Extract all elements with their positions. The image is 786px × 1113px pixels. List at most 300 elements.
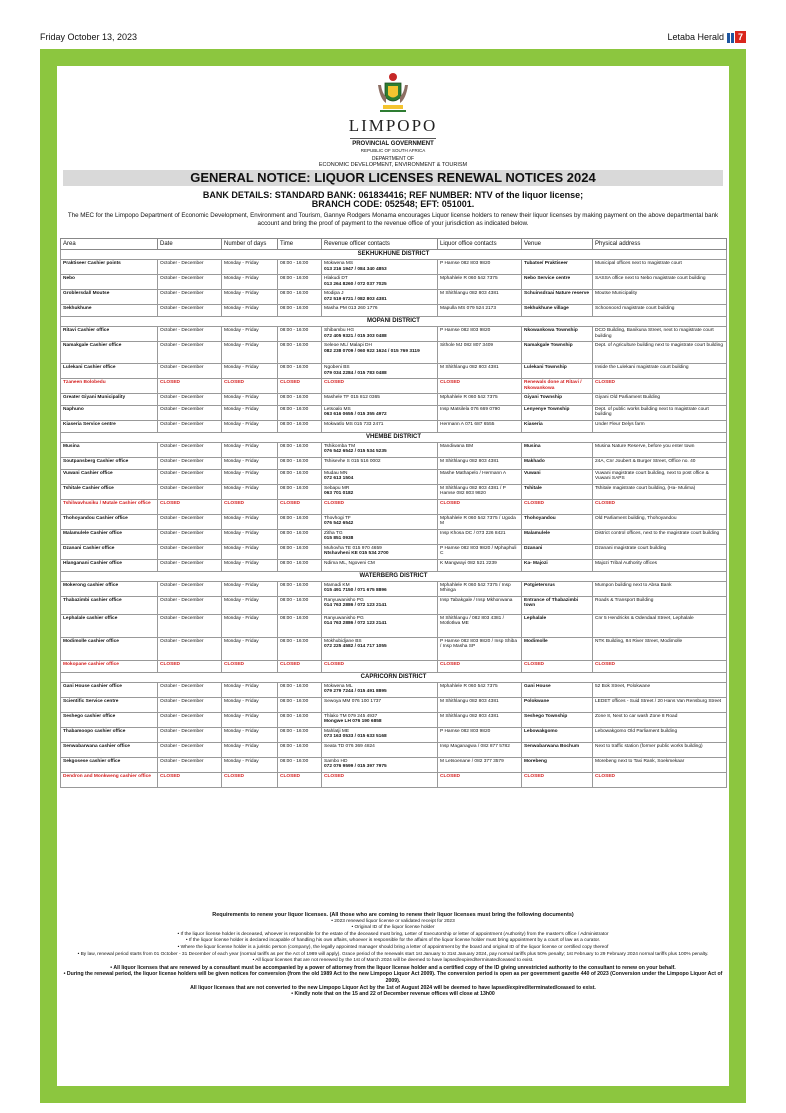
cell-days: Monday - Friday: [222, 405, 278, 420]
revenue-officer-phone: 072 225 4582 / 014 717 1055: [324, 644, 387, 650]
revenue-officer-name: Ranyuwanisho PG: [324, 615, 364, 621]
table-row: [61, 364, 727, 379]
cell-address: Musina Nature Reserve, before you enter town: [593, 442, 727, 457]
cell-revenue-officer: [322, 697, 438, 712]
cell-date: CLOSED: [158, 772, 222, 787]
cell-liquor-office: M Shithlangu 082 803 4381 / P Hamse 082 803 9820: [438, 484, 522, 499]
table-row: [61, 327, 727, 342]
cell-area: Thabamoopo cashier office: [61, 727, 158, 742]
cell-days: Monday - Friday: [222, 637, 278, 660]
cell-date: October - December: [158, 420, 222, 432]
cell-date: October - December: [158, 581, 222, 596]
page-number: 7: [735, 31, 746, 43]
cell-area: Greater Giyani Municipality: [61, 393, 158, 405]
flag-stripes: [727, 33, 734, 43]
requirements-heading: Requirements to renew your liquor licenses. (All those who are coming to renew their liquor licenses must bring the following documents): [212, 912, 574, 918]
cell-time: 08:00 - 16:00: [278, 529, 322, 544]
district-row: [61, 317, 727, 327]
cell-date: October - December: [158, 327, 222, 342]
revenue-officer-name: Ndima ML, Ngoveni CM: [324, 560, 375, 566]
cell-days: Monday - Friday: [222, 544, 278, 559]
cell-date: October - December: [158, 514, 222, 529]
issue-date: Friday October 13, 2023: [40, 32, 138, 42]
cell-address: 24A, Cnr Joubert & Burger Street, Office no. 40: [593, 457, 727, 469]
table-row: [61, 305, 727, 317]
cell-venue: Makhado: [522, 457, 593, 469]
cell-area: Praktiseer Cashier points: [61, 260, 158, 275]
cell-time: 08:00 - 16:00: [278, 742, 322, 757]
cell-days: Monday - Friday: [222, 727, 278, 742]
cell-date: October - December: [158, 757, 222, 772]
revenue-officer-phone: 063 616 0655 / 015 355 4972: [324, 412, 387, 418]
revenue-officer-phone: 014 763 2886 / 072 123 2141: [324, 621, 387, 627]
cell-time: 08:00 - 16:00: [278, 260, 322, 275]
cell-address: Dzanani magistrate court building: [593, 544, 727, 559]
revenue-officer-name: Zitha TG: [324, 530, 343, 536]
cell-revenue-officer: [322, 742, 438, 757]
cell-address: Inside the Lulekani magistrate court building: [593, 364, 727, 379]
cell-revenue-officer: [322, 364, 438, 379]
cell-date: October - December: [158, 529, 222, 544]
republic-label: REPUBLIC OF SOUTH AFRICA: [360, 148, 426, 153]
cell-address: SASSA office next to Nebo magistrate court building: [593, 275, 727, 290]
cell-liquor-office: P Hamse 082 803 9820 / Mphaphuli C: [438, 544, 522, 559]
revenue-officer-name: Ranyuwanisho PG: [324, 597, 364, 603]
cell-days: Monday - Friday: [222, 712, 278, 727]
cell-venue: Tshitale: [522, 484, 593, 499]
cell-time: 08:00 - 16:00: [278, 405, 322, 420]
district-row: [61, 571, 727, 581]
table-row: [61, 469, 727, 484]
table-row: [61, 405, 727, 420]
cell-venue: Kiaseria: [522, 420, 593, 432]
revenue-officer-name: Tshisevhe S 015 516 0002: [324, 458, 381, 464]
cell-liquor-office: P Hamse 082 803 9820: [438, 260, 522, 275]
cell-days: Monday - Friday: [222, 529, 278, 544]
cell-days: Monday - Friday: [222, 484, 278, 499]
cell-area: Scientific Service centre: [61, 697, 158, 712]
revenue-officer-name: Letsoalo MS: [324, 406, 351, 412]
cell-date: October - December: [158, 742, 222, 757]
table-row: [61, 420, 727, 432]
table-row: [61, 290, 727, 305]
revenue-officer-name: Ngobeni BS: [324, 365, 350, 370]
cell-liquor-office: Mphahlele R 060 542 7375 / Ugoda M: [438, 514, 522, 529]
flag-stripe: [727, 33, 730, 43]
cell-area: Groblersdal/ Moutse: [61, 290, 158, 305]
cell-revenue-officer: [322, 405, 438, 420]
cell-time: 08:00 - 16:00: [278, 637, 322, 660]
cell-venue: Ka- Majozi: [522, 559, 593, 571]
table-row: [61, 442, 727, 457]
cell-date: October - December: [158, 342, 222, 364]
cell-liquor-office: Sithole MJ 082 807 3409: [438, 342, 522, 364]
revenue-officer-phone: 072 519 6721 / 082 803 4381: [324, 296, 387, 302]
table-row: [61, 342, 727, 364]
cell-venue: Lebowakgomo: [522, 727, 593, 742]
cell-days: CLOSED: [222, 660, 278, 672]
cell-liquor-office: M Shithlangu 082 803 4381: [438, 697, 522, 712]
cell-liquor-office: Insp Maganagwa / 082 877 5782: [438, 742, 522, 757]
revenue-officer-name: Mahlatji ME: [324, 728, 350, 734]
column-header-days: Number of days: [222, 239, 278, 250]
cell-area: Dendron and Monkweng cashier office: [61, 772, 158, 787]
revenue-officer-name: Mokwatlo MS 015 733 2471: [324, 421, 384, 427]
cell-days: Monday - Friday: [222, 614, 278, 637]
cell-address: District control offices, next to the magistrate court building: [593, 529, 727, 544]
revenue-officer-name: Sebapu MR: [324, 485, 350, 491]
cell-liquor-office: CLOSED: [438, 379, 522, 394]
cell-venue: Potgietersrus: [522, 581, 593, 596]
cell-revenue-officer: [322, 712, 438, 727]
cell-time: 08:00 - 16:00: [278, 514, 322, 529]
cell-area: Thohoyandou Cashier office: [61, 514, 158, 529]
cell-venue: Thohoyandou: [522, 514, 593, 529]
cell-liquor-office: CLOSED: [438, 499, 522, 514]
cell-area: Mokopane cashier office: [61, 660, 158, 672]
cell-liquor-office: Insp Khosa DC / 073 226 8421: [438, 529, 522, 544]
cell-days: Monday - Friday: [222, 327, 278, 342]
cell-area: Lulekani Cashier office: [61, 364, 158, 379]
page-header: [40, 32, 746, 46]
cell-date: October - December: [158, 484, 222, 499]
cell-days: Monday - Friday: [222, 742, 278, 757]
cell-venue: Namakgale Township: [522, 342, 593, 364]
revenue-officer-name: Muhovha TE 015 970 4659: [324, 545, 382, 551]
cell-address: Giyani Old Parliament Building: [593, 393, 727, 405]
cell-venue: Musina: [522, 442, 593, 457]
cell-date: October - December: [158, 260, 222, 275]
table-row: [61, 712, 727, 727]
cell-time: 08:00 - 16:00: [278, 290, 322, 305]
cell-venue: Nkowankowa Township: [522, 327, 593, 342]
cell-time: 08:00 - 16:00: [278, 544, 322, 559]
cell-address: Dept. of public works building next to magistrate court building: [593, 405, 727, 420]
table-row: [61, 614, 727, 637]
cell-revenue-officer: [322, 420, 438, 432]
cell-date: October - December: [158, 637, 222, 660]
cell-address: Under Fleur Delys farm: [593, 420, 727, 432]
department-name: ECONOMIC DEVELOPMENT, ENVIRONMENT & TOURISM: [318, 162, 468, 168]
cell-date: October - December: [158, 682, 222, 697]
cell-revenue-officer: [322, 514, 438, 529]
cell-date: October - December: [158, 275, 222, 290]
cell-date: October - December: [158, 559, 222, 571]
cell-revenue-officer: [322, 596, 438, 614]
revenue-officer-phone: 072 613 1504: [324, 476, 354, 482]
cell-address: Majozi Tribal Authority offices: [593, 559, 727, 571]
cell-days: Monday - Friday: [222, 757, 278, 772]
cell-address: Municipal offices next to magistrate court: [593, 260, 727, 275]
cell-date: October - December: [158, 442, 222, 457]
cell-liquor-office: M Letsoenane / 082 377 3579: [438, 757, 522, 772]
table-row: [61, 660, 727, 672]
cell-revenue-officer: [322, 660, 438, 672]
table-row: [61, 514, 727, 529]
coat-of-arms-icon: [374, 71, 412, 115]
revenue-officer-name: Hlakudi DT: [324, 276, 348, 281]
table-row: [61, 757, 727, 772]
department-of-label: DEPARTMENT OF: [371, 156, 415, 162]
cell-venue: Lulekani Township: [522, 364, 593, 379]
cell-revenue-officer: [322, 614, 438, 637]
revenue-officer-name: Thlako TM 079 245 4937: [324, 713, 378, 719]
cell-address: NTK Building, 84 River Street, Modimolle: [593, 637, 727, 660]
revenue-officer-phone: 015 491 7150 / 071 675 8896: [324, 588, 387, 594]
cell-venue: Morebeng: [522, 757, 593, 772]
requirement-item: • 2023 renewed liquor license or validated receipt for 2023: [331, 918, 455, 924]
cell-address: 52 Bok Street, Polokwane: [593, 682, 727, 697]
cell-venue: Lenyenye Township: [522, 405, 593, 420]
table-row: [61, 457, 727, 469]
cell-area: Mokerong cashier office: [61, 581, 158, 596]
cell-days: Monday - Friday: [222, 682, 278, 697]
cell-days: CLOSED: [222, 772, 278, 787]
revenue-officer-name: Masha PM 013 260 1776: [324, 306, 378, 311]
requirement-item: All liquor licenses that are not converted to the new Limpopo Liquor Act by the 1st of August 2024 will be deemed to have lapsed/expired/terminated/ceased to exist.: [190, 984, 596, 991]
cell-date: October - December: [158, 727, 222, 742]
table-row: [61, 772, 727, 787]
cell-days: Monday - Friday: [222, 457, 278, 469]
cell-liquor-office: Mphahlele R 060 542 7375: [438, 682, 522, 697]
cell-venue: Senwabarwana Bochum: [522, 742, 593, 757]
revenue-officer-name: Mudau MN: [324, 470, 348, 476]
cell-area: Nebo: [61, 275, 158, 290]
table-row: [61, 742, 727, 757]
revenue-officer-phone: 072 076 9599 / 015 397 7975: [324, 764, 387, 770]
cell-time: 08:00 - 16:00: [278, 712, 322, 727]
cell-liquor-office: P Hamse 082 803 9820 / Insp Shiba / Insp Masha SP: [438, 637, 522, 660]
table-row: [61, 484, 727, 499]
cell-venue: Malamulele: [522, 529, 593, 544]
district-name: SEKHUKHUNE DISTRICT: [61, 250, 727, 260]
table-row: [61, 499, 727, 514]
cell-venue: Lephalale: [522, 614, 593, 637]
cell-address: Old Parliament building, Thohoyandou: [593, 514, 727, 529]
cell-time: 08:00 - 16:00: [278, 442, 322, 457]
cell-venue: Entrance of Thabazimbi town: [522, 596, 593, 614]
cell-address: Zone 8, Next to car wash Zone 8 Road: [593, 712, 727, 727]
revenue-officer-phone: 014 763 2886 / 072 123 2141: [324, 603, 387, 609]
cell-venue: Modimolle: [522, 637, 593, 660]
revenue-officer-name: Mamadi KM: [324, 582, 350, 588]
cell-liquor-office: Mphahlele R 060 542 7375: [438, 275, 522, 290]
cell-time: 08:00 - 16:00: [278, 697, 322, 712]
revenue-officer-phone: 072 405 9321 / 015 303 0488: [324, 333, 387, 339]
cell-address: CLOSED: [593, 660, 727, 672]
cell-address: DCO Building, Banikuna Street, next to magistrate court building: [593, 327, 727, 342]
requirement-item: • All liquor licenses that are not renewed by the 1st of March 2024 will be deemed to have lapsed/expired/terminated/ceased to exist.: [252, 958, 534, 964]
revenue-officer-name: CLOSED: [324, 773, 344, 779]
cell-time: 08:00 - 16:00: [278, 420, 322, 432]
column-header-date: Date: [158, 239, 222, 250]
revenue-officer-phone: 073 163 0533 / 015 633 5168: [324, 734, 387, 740]
cell-liquor-office: Insp Tabakgale / Insp Mkhonwana: [438, 596, 522, 614]
cell-area: Tshilwavhusiku / Mutale Cashier office: [61, 499, 158, 514]
cell-time: 08:00 - 16:00: [278, 364, 322, 379]
cell-revenue-officer: [322, 260, 438, 275]
cell-date: October - December: [158, 393, 222, 405]
cell-time: CLOSED: [278, 499, 322, 514]
provincial-government-label: PROVINCIAL GOVERNMENT: [352, 141, 434, 147]
cell-venue: CLOSED: [522, 660, 593, 672]
cell-revenue-officer: [322, 484, 438, 499]
cell-venue: Nebo Service centre: [522, 275, 593, 290]
cell-time: 08:00 - 16:00: [278, 393, 322, 405]
cell-days: Monday - Friday: [222, 290, 278, 305]
cell-time: CLOSED: [278, 660, 322, 672]
cell-time: 08:00 - 16:00: [278, 559, 322, 571]
revenue-officer-name: Sambo HD: [324, 758, 348, 764]
cell-liquor-office: Mandiwana BM: [438, 442, 522, 457]
cell-address: Mumpon building next to Absa Bank: [593, 581, 727, 596]
cell-venue: Schuinsdraai Nature reserve: [522, 290, 593, 305]
cell-area: Seshego cashier office: [61, 712, 158, 727]
cell-revenue-officer: [322, 442, 438, 457]
cell-area: Thabazimbi cashier office: [61, 596, 158, 614]
cell-address: Moutse Municipality: [593, 290, 727, 305]
cell-revenue-officer: [322, 559, 438, 571]
cell-date: October - December: [158, 364, 222, 379]
table-row: [61, 393, 727, 405]
revenue-officer-name: Shibambu HG: [324, 328, 355, 333]
cell-address: Tshitale magistrate court building, (Ha- Mulima): [593, 484, 727, 499]
table-row: [61, 260, 727, 275]
cell-date: October - December: [158, 544, 222, 559]
cell-date: October - December: [158, 614, 222, 637]
cell-date: October - December: [158, 405, 222, 420]
column-header-time: Time: [278, 239, 322, 250]
bank-details-line-2: BRANCH CODE: 052548; EFT: 051001.: [311, 199, 475, 209]
cell-revenue-officer: [322, 529, 438, 544]
requirement-item: • All liquor licenses that are renewed by a consultant must be accompanied by a power of attorney from the liquor license holder and a certified copy of the ID giving unrestricted authority to the consultant to renew on your behalf.: [110, 964, 676, 971]
cell-venue: Dzanani: [522, 544, 593, 559]
table-row: [61, 529, 727, 544]
revenue-officer-name: Mokwena ML: [324, 683, 353, 689]
cell-days: Monday - Friday: [222, 364, 278, 379]
cell-time: 08:00 - 16:00: [278, 484, 322, 499]
revenue-officer-phone: 076 542 6542: [324, 521, 354, 527]
revenue-officer-name: CLOSED: [324, 500, 344, 506]
revenue-officer-name: Thovhogi TF: [324, 515, 351, 521]
cell-revenue-officer: [322, 379, 438, 394]
cell-area: Soutpansberg Cashier office: [61, 457, 158, 469]
cell-address: CLOSED: [593, 772, 727, 787]
cell-area: Hlanganani Cashier office: [61, 559, 158, 571]
requirement-item: • If the liquor license holder is declared incapable of handling his own affairs, whoever is responsible for the affairs of the liquor license holder must bring appointment by a court of law as a curator.: [185, 938, 601, 944]
table-row: [61, 682, 727, 697]
cell-time: 08:00 - 16:00: [278, 727, 322, 742]
cell-venue: Vuwani: [522, 469, 593, 484]
revenue-officer-name: Sewoya MM 076 100 1737: [324, 698, 382, 704]
cell-revenue-officer: [322, 342, 438, 364]
table-body: [61, 250, 727, 788]
cell-address: CLOSED: [593, 499, 727, 514]
table-row: [61, 596, 727, 614]
cell-venue: Tubatse/ Praktiseer: [522, 260, 593, 275]
cell-days: Monday - Friday: [222, 260, 278, 275]
cell-revenue-officer: [322, 682, 438, 697]
cell-date: October - December: [158, 712, 222, 727]
cell-liquor-office: Mphahlele R 060 542 7375 / Insp Mhinga: [438, 581, 522, 596]
cell-days: Monday - Friday: [222, 420, 278, 432]
revenue-officer-phone: Mongwe LH 076 190 6858: [324, 719, 382, 725]
flag-stripe: [731, 33, 734, 43]
cell-days: CLOSED: [222, 499, 278, 514]
table-row: [61, 581, 727, 596]
cell-address: Cnr 5 Hendricks & Odendaal Street, Lephalale: [593, 614, 727, 637]
table-row: [61, 637, 727, 660]
cell-revenue-officer: [322, 727, 438, 742]
cell-address: CLOSED: [593, 379, 727, 394]
cell-days: CLOSED: [222, 379, 278, 394]
cell-venue: Renewals done at Ritavi / Nkowankowa: [522, 379, 593, 394]
cell-liquor-office: Hermann A 071 687 6555: [438, 420, 522, 432]
cell-liquor-office: P Hamse 082 803 9820: [438, 727, 522, 742]
cell-time: 08:00 - 16:00: [278, 682, 322, 697]
cell-days: Monday - Friday: [222, 275, 278, 290]
cell-revenue-officer: [322, 637, 438, 660]
cell-days: Monday - Friday: [222, 596, 278, 614]
revenue-officer-phone: 079 279 7244 / 015 491 8895: [324, 689, 387, 695]
cell-date: October - December: [158, 697, 222, 712]
cell-area: Namakgale Cashier office: [61, 342, 158, 364]
cell-liquor-office: Mapulla MS 079 524 2173: [438, 305, 522, 317]
requirement-item: • If the liquor license holder is deceased, whoever is responsible for the estate of the deceased must bring, Letter of Executorship or letter of appointment (Authority) from the master's office / Administrator: [177, 931, 609, 937]
cell-revenue-officer: [322, 499, 438, 514]
cell-venue: Polokwane: [522, 697, 593, 712]
cell-venue: Giyani Township: [522, 393, 593, 405]
cell-area: Naphuno: [61, 405, 158, 420]
cell-revenue-officer: [322, 469, 438, 484]
cell-area: Vuwani Cashier office: [61, 469, 158, 484]
cell-area: Senwabarwana cashier office: [61, 742, 158, 757]
cell-revenue-officer: [322, 290, 438, 305]
cell-area: Kiaseria Service centre: [61, 420, 158, 432]
cell-liquor-office: M Shithlangu 082 803 4381: [438, 712, 522, 727]
cell-address: Vuwani magistrate court building, next to post office & Vuwani SAPS: [593, 469, 727, 484]
cell-area: Malamulele Cashier office: [61, 529, 158, 544]
revenue-officer-name: Seleoe ML/ Malapi DH: [324, 343, 372, 348]
column-header-address: Physical address: [593, 239, 727, 250]
cell-date: October - December: [158, 305, 222, 317]
requirements-section: [60, 912, 726, 998]
cell-time: 08:00 - 16:00: [278, 275, 322, 290]
cell-liquor-office: CLOSED: [438, 772, 522, 787]
district-name: WATERBERG DISTRICT: [61, 571, 727, 581]
cell-date: October - December: [158, 596, 222, 614]
table-row: [61, 727, 727, 742]
district-name: CAPRICORN DISTRICT: [61, 672, 727, 682]
province-name: LIMPOPO: [348, 116, 438, 135]
cell-revenue-officer: [322, 327, 438, 342]
cell-liquor-office: M Shithlangu 082 803 4381: [438, 290, 522, 305]
cell-time: 08:00 - 16:00: [278, 581, 322, 596]
cell-area: Dzanani Cashier office: [61, 544, 158, 559]
cell-area: Tzaneen Bolobedu: [61, 379, 158, 394]
cell-time: 08:00 - 16:00: [278, 614, 322, 637]
cell-address: Roads & Transport Building: [593, 596, 727, 614]
cell-revenue-officer: [322, 457, 438, 469]
cell-revenue-officer: [322, 393, 438, 405]
table-row: [61, 559, 727, 571]
cell-area: Ritavi Cashier office: [61, 327, 158, 342]
cell-time: 08:00 - 16:00: [278, 305, 322, 317]
cell-time: 08:00 - 16:00: [278, 457, 322, 469]
cell-address: Morebeng next to Taxi Rank, Soekmekaar: [593, 757, 727, 772]
intro-paragraph: The MEC for the Limpopo Department of Economic Development, Environment and Tourism, Gannye Rodgers Monama encourages Liquor license holders to renew their liquor licenses by making payment on the above departmental bank account and bring the proof of payment to the revenue office of your jurisdiction as indicated below.: [67, 212, 719, 227]
cell-date: October - December: [158, 290, 222, 305]
